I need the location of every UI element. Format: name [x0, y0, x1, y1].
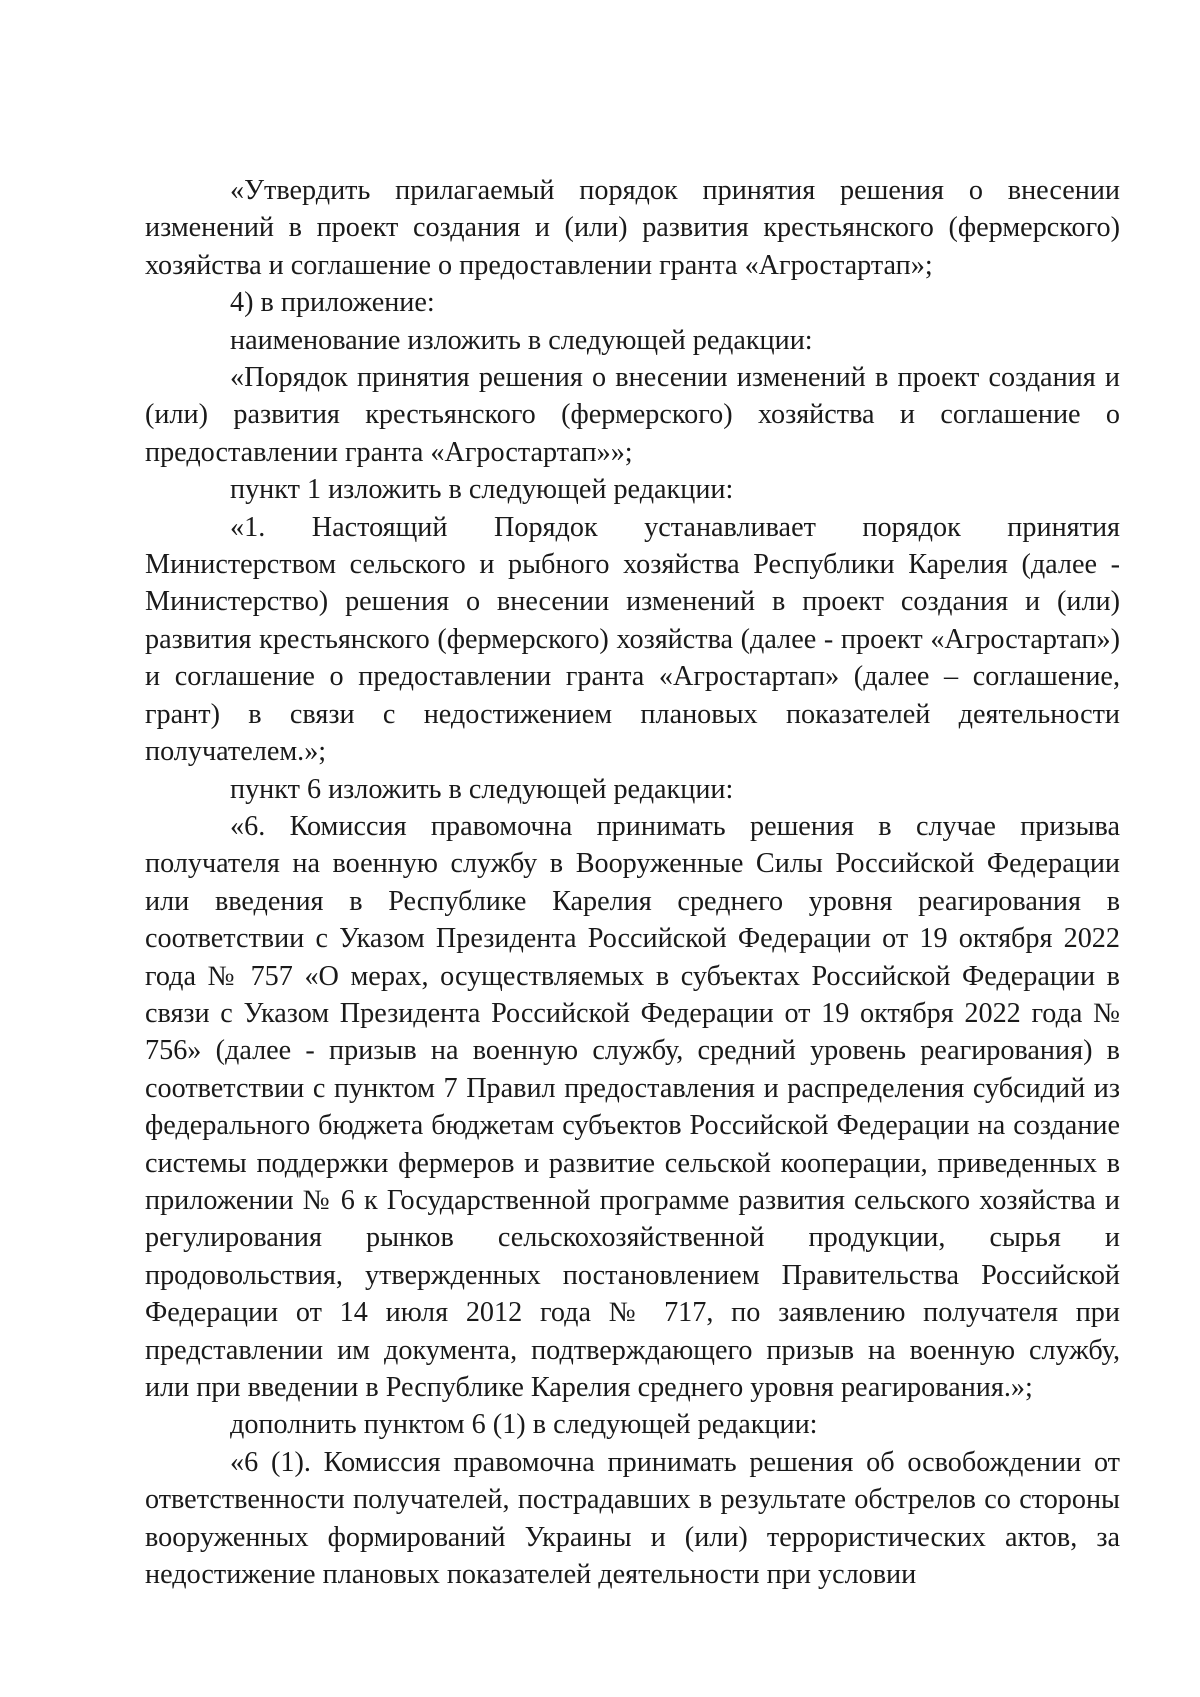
paragraph-point-1-instruction: пункт 1 изложить в следующей редакции: — [230, 474, 734, 506]
paragraph-order-title: «Порядок принятия решения о внесении изменений в проект создания и (или) развития крестьянского (фермерского) хозяйства и соглашение о предоставлении гранта «Агростартап»»; — [145, 362, 1120, 468]
paragraph-point-6-1-instruction: дополнить пунктом 6 (1) в следующей редакции: — [230, 1409, 818, 1441]
document-body — [145, 172, 1120, 1593]
paragraph-point-1: «1. Настоящий Порядок устанавливает порядок принятия Министерством сельского и рыбного хозяйства Республики Карелия (далее - Министерство) решения о внесении изменений в проект создания и (или) развития крестьянского (фермерского) хозяйства (далее - проект «Агростартап») и соглашение о предоставлении гранта «Агростартап» (далее – соглашение, грант) в связи с недостижением плановых показателей деятельности получателем.»; — [145, 511, 1120, 768]
paragraph-point-6-1: «6 (1). Комиссия правомочна принимать решения об освобождении от ответственности получателей, пострадавших в результате обстрелов со стороны вооруженных формирований Украины и (или) террористических актов, за недостижение плановых показателей деятельности при условии — [145, 1446, 1120, 1591]
paragraph-item-4: 4) в приложение: — [230, 287, 435, 319]
paragraph-approve-order: «Утвердить прилагаемый порядок принятия решения о внесении изменений в проект создания и (или) развития крестьянского (фермерского) хозяйства и соглашение о предоставлении гранта «Агростартап»; — [145, 175, 1120, 281]
paragraph-title-instruction: наименование изложить в следующей редакции: — [230, 324, 813, 356]
paragraph-point-6: «6. Комиссия правомочна принимать решения в случае призыва получателя на военную службу в Вооруженные Силы Российской Федерации или введения в Республике Карелия среднего уровня реагирования в соответствии с Указом Президента Российской Федерации от 19 октября 2022 года № 757 «О мерах, осуществляемых в субъектах Российской Федерации в связи с Указом Президента Российской Федерации от 19 октября 2022 года № 756» (далее - призыв на военную службу, средний уровень реагирования) в соответствии с пунктом 7 Правил предоставления и распределения субсидий из федерального бюджета бюджетам субъектов Российской Федерации на создание системы поддержки фермеров и развитие сельской кооперации, приведенных в приложении № 6 к Государственной программе развития сельского хозяйства и регулирования рынков сельскохозяйственной продукции, сырья и продовольствия, утвержденных постановлением Правительства Российской Федерации от 14 июля 2012 года № 717, по заявлению получателя при представлении им документа, подтверждающего призыв на военную службу, или при введении в Республике Карелия среднего уровня реагирования.»; — [145, 810, 1120, 1403]
paragraph-point-6-instruction: пункт 6 изложить в следующей редакции: — [230, 773, 734, 805]
